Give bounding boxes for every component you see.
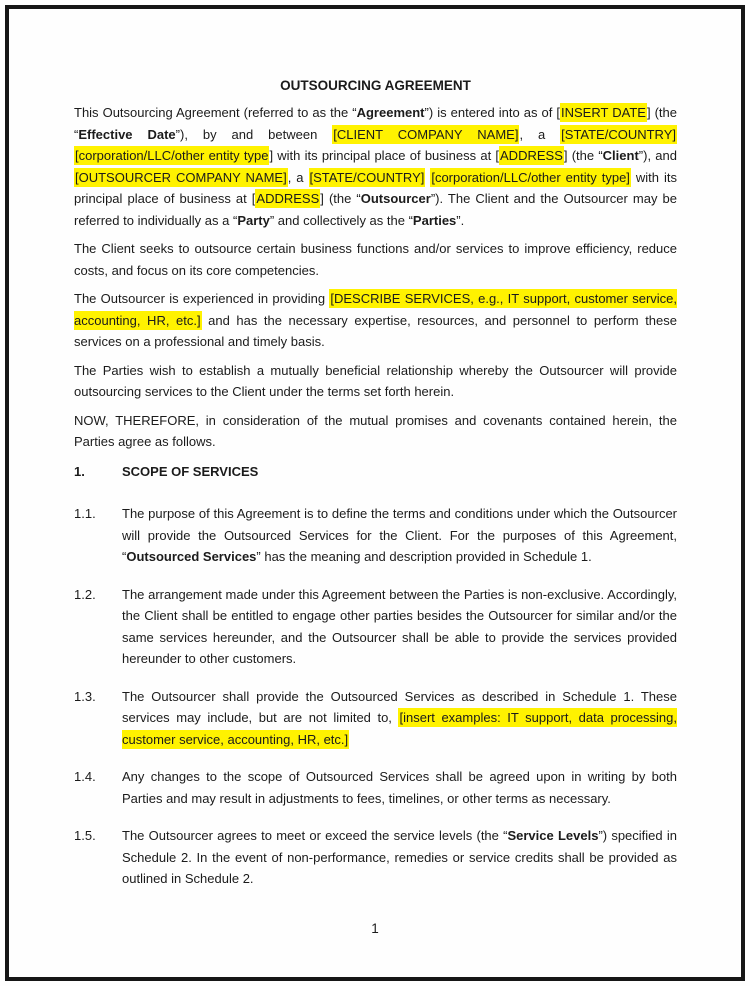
text-run: ” has the meaning and description provided in Schedule 1. — [256, 549, 592, 564]
text-run: Service Levels — [507, 828, 599, 843]
highlighted-placeholder: [STATE/COUNTRY] — [561, 126, 676, 142]
text-run: ” and collectively as the “ — [269, 212, 413, 228]
text-run: Effective Date — [78, 126, 176, 142]
text-run: Parties — [412, 212, 457, 228]
text-run: ] (the “ — [74, 105, 677, 142]
clause-text — [122, 825, 677, 890]
clause-number: 1.5. — [74, 828, 96, 843]
highlighted-placeholder: [corporation/LLC/other entity type — [75, 148, 269, 163]
text-run: ”. — [456, 212, 465, 228]
highlighted-placeholder: ADDRESS — [256, 191, 320, 206]
page-border — [5, 5, 745, 981]
highlighted-placeholder: [STATE/COUNTRY] — [309, 169, 425, 185]
clause-text — [122, 503, 677, 568]
highlighted-placeholder: ADDRESS — [500, 148, 563, 163]
section-title: SCOPE OF SERVICES — [122, 463, 259, 479]
text-run: , a — [519, 126, 561, 142]
text-run: and has the necessary expertise, resources, and personnel to perform these services on a professional and timely basis. — [74, 312, 677, 349]
clause — [74, 584, 677, 670]
intro-paragraph — [74, 102, 677, 231]
clause — [74, 686, 677, 751]
text-run: ] with its principal place of business at [ — [269, 148, 500, 163]
text-run: The Outsourcer shall provide the Outsourced Services as described in Schedule 1. These services may include, but are not limited to, — [122, 688, 677, 725]
text-run: The purpose of this Agreement is to define the terms and conditions under which the Outsourcer will provide the Outsourced Services for the Client. For the purposes of this Agreement, “ — [122, 506, 677, 564]
text-run: ] (the “ — [563, 148, 603, 163]
clause-number: 1.1. — [74, 506, 96, 521]
text-run: Any changes to the scope of Outsourced Services shall be agreed upon in writing by both Parties and may result in adjustments to fees, timelines, or other terms as necessary. — [122, 769, 677, 806]
text-run: ”), by and between — [175, 126, 333, 142]
clause — [74, 825, 677, 890]
highlighted-placeholder: [insert examples: IT support, data processing, customer service, accounting, HR, etc.] — [122, 710, 678, 747]
highlighted-placeholder: INSERT DATE — [561, 105, 646, 120]
text-run: with its principal place of business at [ — [74, 169, 677, 206]
text-run: Agreement — [356, 105, 425, 120]
text-run: ] (the “ — [320, 191, 361, 206]
clause-text — [122, 584, 677, 670]
text-run: , a — [287, 169, 309, 185]
intro-paragraph — [74, 288, 677, 353]
text-run: The Parties wish to establish a mutually beneficial relationship whereby the Outsourcer will provide outsourcing services to the Client under the terms set forth herein. — [74, 362, 677, 399]
text-run: The Outsourcer agrees to meet or exceed the service levels (the “ — [122, 828, 508, 843]
clause-number: 1.4. — [74, 769, 96, 784]
text-run: ”) is entered into as of [ — [424, 105, 560, 120]
highlighted-placeholder: [CLIENT COMPANY NAME] — [333, 126, 519, 142]
section-number: 1. — [74, 463, 85, 479]
document-title: OUTSOURCING AGREEMENT — [280, 78, 471, 93]
highlighted-placeholder: [DESCRIBE SERVICES, e.g., IT support, customer service, accounting, HR, etc.] — [74, 291, 678, 328]
page-number: 1 — [371, 921, 379, 936]
intro-paragraph — [74, 360, 677, 403]
section-heading — [74, 461, 677, 483]
text-run: The arrangement made under this Agreement between the Parties is non-exclusive. Accordingly, the Client shall be entitled to engage other parties besides the Outsourcer for similar and/or the same services hereunder, and the Outsourcer shall be able to provide the services provided hereunder to other customers. — [122, 586, 677, 666]
text-run: This Outsourcing Agreement (referred to as the “ — [74, 105, 357, 120]
text-run: Client — [602, 148, 639, 163]
text-run: ”) specified in Schedule 2. In the event of non-performance, remedies or service credits shall be provided as outlined in Schedule 2. — [122, 828, 677, 886]
text-run: NOW, THEREFORE, in consideration of the mutual promises and covenants contained herein, the Parties agree as follows. — [74, 412, 677, 449]
clause-number: 1.3. — [74, 688, 96, 704]
text-run: Outsourced Services — [126, 549, 257, 564]
text-run: ”). The Client and the Outsourcer may be referred to individually as a “ — [74, 191, 677, 228]
text-run: The Outsourcer is experienced in providing — [74, 291, 330, 306]
intro-paragraph — [74, 238, 677, 281]
text-run: Party — [237, 212, 270, 228]
text-run: ”), and — [638, 148, 677, 163]
clause — [74, 503, 677, 568]
highlighted-placeholder: [corporation/LLC/other entity type] — [431, 169, 630, 185]
clause — [74, 766, 677, 809]
clause-text — [122, 766, 677, 809]
text-run: The Client seeks to outsource certain business functions and/or services to improve efficiency, reduce costs, and focus on its core competencies. — [74, 241, 677, 278]
clause-number: 1.2. — [74, 586, 96, 602]
clause-text — [122, 686, 677, 751]
text-run: Outsourcer — [360, 191, 431, 206]
intro-paragraph — [74, 410, 677, 453]
highlighted-placeholder: [OUTSOURCER COMPANY NAME] — [75, 169, 287, 185]
